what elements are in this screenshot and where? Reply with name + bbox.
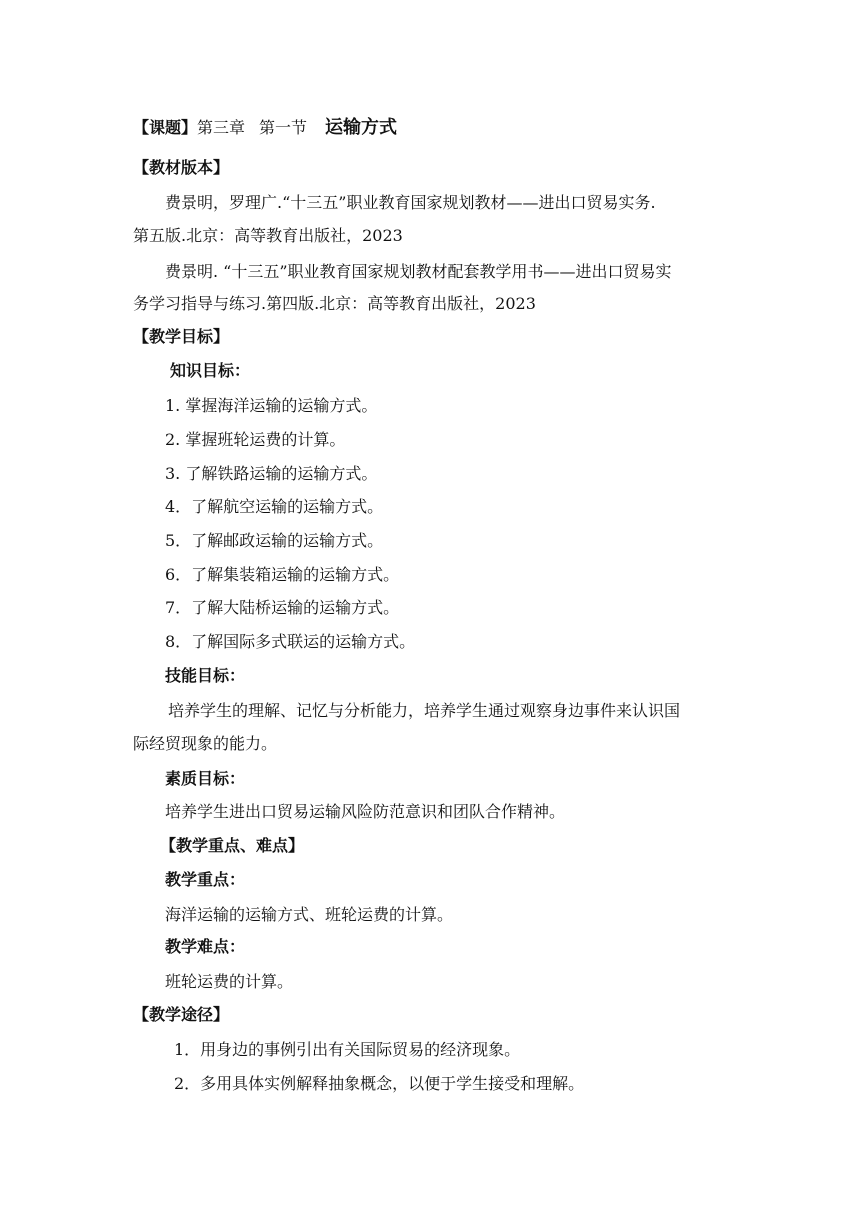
knowledge-objectives-heading: 知识目标： [170,361,251,380]
lesson-topic: 运输方式 [325,117,398,138]
skill-text-line2: 际经贸现象的能力。 [133,734,278,753]
lesson-label: 【课题】 [133,118,198,137]
textbook-heading: 【教材版本】 [133,158,230,177]
keypoints-heading: 【教学重点、难点】 [160,836,305,855]
difficulty-text: 班轮运费的计算。 [165,972,294,991]
textbook-ref2-line1: 费景明. “十三五”职业教育国家规划教材配套教学用书——进出口贸易实 [165,262,672,281]
textbook-ref2-line2: 务学习指导与练习.第四版.北京：高等教育出版社，2023 [133,294,536,313]
skill-text-line1: 培养学生的理解、记忆与分析能力，培养学生通过观察身边事件来认识国 [168,701,681,720]
knowledge-item-1: 1. 掌握海洋运输的运输方式。 [165,396,378,415]
knowledge-item-7: 7．了解大陆桥运输的运输方式。 [165,598,400,617]
lesson-title-line [133,118,397,138]
knowledge-item-2: 2. 掌握班轮运费的计算。 [165,430,346,449]
objectives-heading: 【教学目标】 [133,327,230,346]
textbook-ref1-line1: 费景明，罗理广.“十三五”职业教育国家规划教材——进出口贸易实务. [165,193,656,212]
quality-objectives-heading: 素质目标： [165,769,246,788]
approach-item-1: 1．用身边的事例引出有关国际贸易的经济现象。 [174,1040,521,1059]
knowledge-item-8: 8．了解国际多式联运的运输方式。 [165,632,416,651]
textbook-ref1-line2: 第五版.北京：高等教育出版社，2023 [133,226,403,245]
knowledge-item-4: 4．了解航空运输的运输方式。 [165,497,384,516]
difficulty-heading: 教学难点： [165,937,246,956]
quality-text: 培养学生进出口贸易运输风险防范意识和团队合作精神。 [165,802,566,821]
approach-heading: 【教学途径】 [133,1005,230,1024]
knowledge-item-3: 3. 了解铁路运输的运输方式。 [165,464,378,483]
approach-item-2: 2．多用具体实例解释抽象概念，以便于学生接受和理解。 [174,1074,585,1093]
knowledge-item-5: 5．了解邮政运输的运输方式。 [165,531,384,550]
focus-heading: 教学重点： [165,870,246,889]
chapter-label: 第三章 [197,118,246,137]
knowledge-item-6: 6．了解集装箱运输的运输方式。 [165,565,400,584]
skill-objectives-heading: 技能目标： [165,666,246,685]
focus-text: 海洋运输的运输方式、班轮运费的计算。 [165,905,454,924]
section-label: 第一节 [259,118,308,137]
